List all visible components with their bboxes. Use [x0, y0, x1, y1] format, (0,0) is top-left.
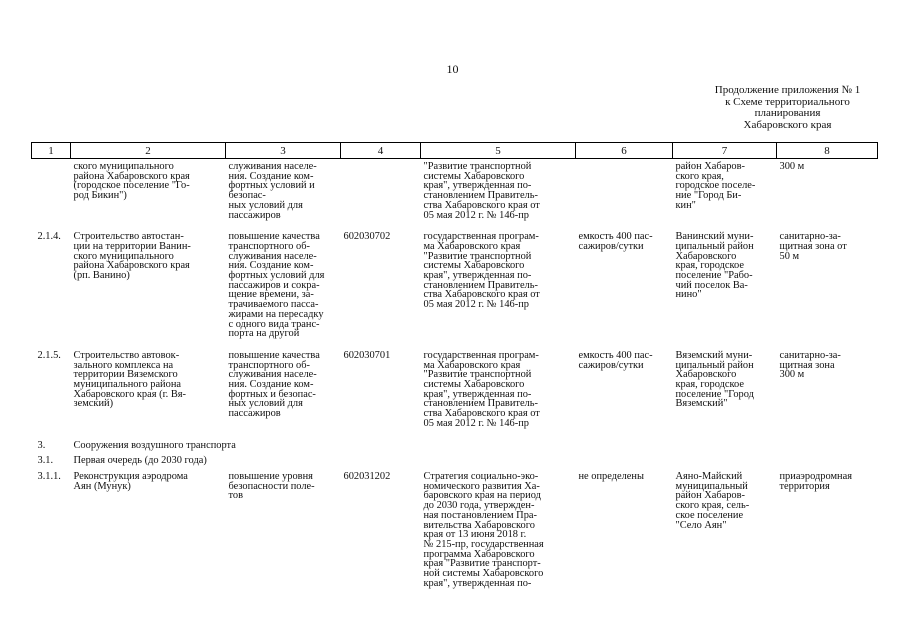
- zone: 300 м: [779, 161, 805, 172]
- object-code: 602030702: [343, 231, 391, 243]
- section-row: [32, 456, 878, 472]
- section-number: 3.1.: [37, 455, 54, 467]
- object-name: ского муниципального района Хабаровского края (городское поселение "Го- род Бикин"): [73, 161, 190, 202]
- column-header-4: 4: [341, 143, 421, 159]
- row-number: 2.1.5.: [37, 349, 61, 361]
- column-header-2: 2: [71, 143, 226, 159]
- location: Ванинский муни- ципальный район Хабаровского края, городское поселение "Рабо- чий поселок Ва- нино": [675, 231, 754, 301]
- basis-document: "Развитие транспортной системы Хабаровского края", утвержденная по- становлением Правитель- ства Хабаровского края от 05 мая 2012 г. № 146-пр: [423, 161, 540, 221]
- section-title: Сооружения воздушного транспорта: [73, 439, 236, 451]
- appendix-line-4: Хабаровского края: [743, 118, 832, 131]
- table-row: [32, 232, 878, 351]
- zone: приаэродромная территория: [779, 470, 852, 492]
- appendix-line-2: к Схеме территориального: [725, 95, 850, 108]
- column-header-7: 7: [673, 143, 777, 159]
- purpose: повышение уровня безопасности поле- тов: [228, 470, 315, 502]
- basis-document: государственная програм- ма Хабаровского края "Развитие транспортной системы Хабаровского края", утвержденная по- становлением Правитель- ства Хабаровского края от 05 мая 2012 г. № 146-пр: [423, 231, 540, 311]
- characteristics: [576, 159, 673, 233]
- row-number: [32, 159, 71, 233]
- location: район Хабаров- ского края, городское поселе- ние "Город Би- кин": [675, 161, 756, 211]
- object-code: 602031202: [343, 470, 391, 482]
- purpose: повышение качества транспортного об- служивания населе- ния. Создание ком- фортных и безопас- ных условий для пассажиров: [228, 349, 320, 420]
- zone: санитарно-за- щитная зона от 50 м: [779, 231, 847, 262]
- table-row: [32, 351, 878, 441]
- appendix-line-1: Продолжение приложения № 1: [714, 84, 861, 96]
- location: Аяно-Майский муниципальный район Хабаров- ского края, сель- ское поселение "Село Аян": [675, 470, 750, 531]
- characteristics: емкость 400 пас- сажиров/сутки: [578, 349, 653, 371]
- appendix-line-3: планирования: [754, 107, 821, 119]
- table-row: [32, 472, 878, 600]
- object-code: 602030701: [343, 349, 391, 361]
- row-number: 3.1.1.: [37, 470, 61, 482]
- column-header-1: 1: [32, 143, 71, 159]
- object-name: Реконструкция аэродрома Аян (Мунук): [73, 470, 188, 492]
- object-name: Строительство автовок- зального комплекса на территории Вяземского муниципального района Хабаровского края (г. Вя- земский): [73, 349, 187, 410]
- section-title: Первая очередь (до 2030 года): [73, 455, 207, 467]
- zone: санитарно-за- щитная зона 300 м: [779, 349, 841, 381]
- characteristics: емкость 400 пас- сажиров/сутки: [578, 231, 653, 252]
- column-header-6: 6: [576, 143, 673, 159]
- characteristics: не определены: [578, 470, 644, 482]
- object-name: Строительство автостан- ции на территории Ванин- ского муниципального района Хабаровского края (рп. Ванино): [73, 231, 191, 282]
- basis-document: государственная програм- ма Хабаровского края "Развитие транспортной системы Хабаровского края", утвержденная по- становлением Правитель- ства Хабаровского края от 05 мая 2012 г. № 146-пр: [423, 349, 540, 429]
- location: Вяземский муни- ципальный район Хабаровского края, городское поселение "Город Вяземский": [675, 349, 754, 410]
- basis-document: Стратегия социально-эко- номического развития Ха- баровского края на период до 2030 года, утвержден- ная постановлением Пра- вительства Хабаровского края от 13 июня 2018 г. № 215-пр, государственная программа Хабаровского края "Развитие транспорт- ной системы Хабаровского края", утвержденная по-: [423, 470, 544, 589]
- column-header-5: 5: [421, 143, 576, 159]
- section-number: 3.: [37, 439, 46, 451]
- header-row: [32, 143, 878, 159]
- purpose: повышение качества транспортного об- служивания населе- ния. Создание ком- фортных условий для пассажиров и сокра- щение времени, за- трачиваемого пасса- жирами на пересадку с одного вида транс- порта на другой: [228, 231, 325, 340]
- object-code: [341, 159, 421, 233]
- table-row: [32, 159, 878, 233]
- purpose: служивания населе- ния. Создание ком- фортных условий и безопас- ных условий для пассажиров: [228, 161, 317, 221]
- planning-table: [31, 142, 878, 600]
- row-number: 2.1.4.: [37, 231, 61, 243]
- page-number: 10: [446, 62, 459, 76]
- appendix-header: [690, 85, 885, 131]
- column-header-3: 3: [226, 143, 341, 159]
- section-row: [32, 441, 878, 457]
- column-header-8: 8: [777, 143, 878, 159]
